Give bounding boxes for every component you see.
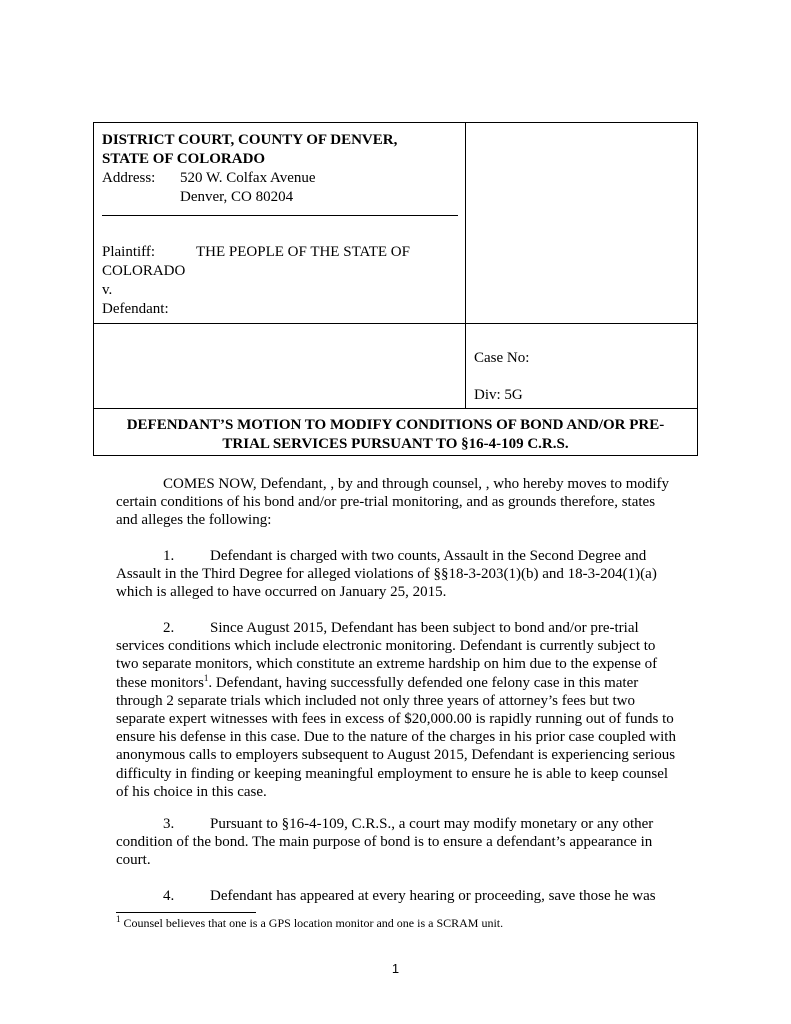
case-caption-box <box>93 122 698 456</box>
plaintiff-name-line1: THE PEOPLE OF THE STATE OF <box>196 244 410 260</box>
page-number: 1 <box>391 961 400 976</box>
address-line1: 520 W. Colfax Avenue <box>180 170 316 186</box>
caption-horizontal-divider-2 <box>94 408 697 409</box>
caption-rule <box>102 215 458 216</box>
paragraph-4 <box>116 887 676 905</box>
footnote-reference: 1 <box>203 672 209 683</box>
caption-vertical-divider <box>465 123 466 408</box>
paragraph-number: 3. <box>163 816 175 832</box>
paragraph-text-b: . Defendant, having successfully defended one felony case in this mater through 2 separate trials which included not only three years of attorney’s fees but two separate expert witnesses with fees in excess of $20,000.00 is rapidly running out of funds to ensure his defense in this case. Due to the nature of the charges in his prior case coupled with anonymous calls to employers subsequent to August 2015, Defendant is experiencing serious difficulty in finding or keeping meaningful employment to ensure he is able to keep counsel of his choice in this case. <box>116 674 676 800</box>
intro-paragraph: COMES NOW, Defendant, , by and through counsel, , who hereby moves to modify certain conditions of his bond and/or pre-trial monitoring, and as grounds therefore, states and alleges the following: <box>116 476 670 529</box>
caption-horizontal-divider-1 <box>94 323 697 324</box>
paragraph-text-a: Since August 2015, Defendant has been subject to bond and/or pre-trial services conditions which include electronic monitoring. Defendant is currently subject to two separate monitors, which constitute an extreme hardship on him due to the expense of these monitors <box>116 620 658 691</box>
footnote-number: 1 <box>116 914 121 924</box>
footnote-text: Counsel believes that one is a GPS location monitor and one is a SCRAM unit. <box>120 916 504 930</box>
footnote-separator <box>116 912 256 913</box>
paragraph-3 <box>116 815 676 870</box>
court-name-line1: DISTRICT COURT, COUNTY OF DENVER, <box>102 132 398 148</box>
paragraph-text: Defendant is charged with two counts, Assault in the Second Degree and Assault in the Third Degree for alleged violations of §§18-3-203(1)(b) and 18-3-204(1)(a) which is alleged to have occurred on January 25, 2015. <box>116 548 657 601</box>
plaintiff-block <box>102 243 462 319</box>
motion-title-line1: DEFENDANT’S MOTION TO MODIFY CONDITIONS OF BOND AND/OR PRE- <box>126 417 665 433</box>
court-name-line2: STATE OF COLORADO <box>102 151 266 167</box>
footnote <box>116 916 676 931</box>
paragraph-number: 1. <box>163 548 175 564</box>
paragraph-1 <box>116 547 676 602</box>
versus-text: v. <box>102 282 113 298</box>
paragraph-text: Pursuant to §16-4-109, C.R.S., a court may modify monetary or any other condition of the bond. The main purpose of bond is to ensure a defendant’s appearance in court. <box>116 816 654 869</box>
address-label: Address: <box>102 170 156 186</box>
defendant-label: Defendant: <box>102 301 169 317</box>
case-number-label: Case No: <box>474 350 530 366</box>
address-line2: Denver, CO 80204 <box>180 189 294 205</box>
court-info-cell <box>102 131 462 319</box>
motion-title-line2: TRIAL SERVICES PURSUANT TO §16-4-109 C.R.S. <box>222 436 569 452</box>
paragraph-text: Defendant has appeared at every hearing or proceeding, save those he was <box>210 888 656 904</box>
paragraph-number: 2. <box>163 620 175 636</box>
paragraph-2 <box>116 619 676 801</box>
division-label: Div: 5G <box>474 387 523 403</box>
plaintiff-name-line2: COLORADO <box>102 263 186 279</box>
paragraph-number: 4. <box>163 888 175 904</box>
plaintiff-label: Plaintiff: <box>102 244 156 260</box>
motion-title <box>104 416 687 454</box>
court-address <box>102 169 462 207</box>
